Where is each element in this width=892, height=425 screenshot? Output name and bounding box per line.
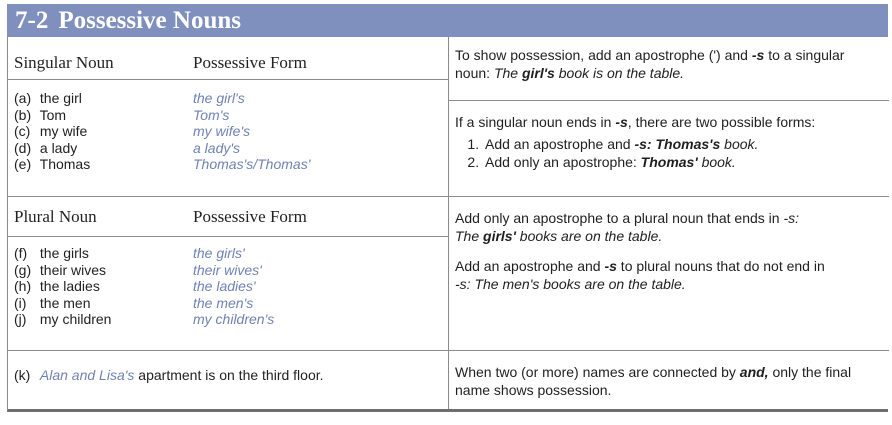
grammar-table (7, 37, 888, 412)
note-singular-possessive: To show possession, add an apostrophe (') and -s to a singular noun: The girl's book is on the table. (455, 47, 845, 81)
note-joint-possession: When two (or more) names are connected by and, only the final name shows possession. (455, 364, 852, 398)
section-title (7, 4, 888, 37)
list-item: (f) the girls (14, 245, 89, 261)
note-plural-not-ending-s: Add an apostrophe and -s to plural nouns that do not end in -s: The men's books are on the table. (455, 258, 825, 292)
list-item: (d) a lady (14, 139, 78, 156)
list-item: the men's (193, 294, 254, 311)
row-divider (448, 100, 889, 101)
list-item: (j) my children (14, 311, 112, 327)
list-item: (c) my wife (14, 123, 88, 139)
header-singular-possessive: Possessive Form (193, 53, 307, 72)
list-item: (i) the men (14, 294, 91, 311)
note-plural-ending-s: Add only an apostrophe to a plural noun that ends in -s: The girls' books are on the table. (455, 210, 800, 244)
list-item: 1. Add an apostrophe and -s: Thomas's book. (483, 135, 875, 153)
list-item: a lady's (193, 139, 241, 156)
singular-possessive-list (193, 90, 310, 173)
section-number: 7-2 (15, 7, 49, 34)
singular-noun-list (14, 90, 90, 173)
list-item: my wife's (193, 123, 251, 139)
row-divider (8, 350, 889, 351)
list-item: Thomas's/Thomas' (193, 156, 311, 172)
row-divider (8, 236, 448, 237)
list-item: their wives' (193, 261, 262, 278)
row-divider (8, 79, 448, 80)
list-item: (a) the girl (14, 90, 82, 106)
note-singular-ending-s: If a singular noun ends in -s, there are two possible forms: 1. Add an apostrophe and -s: Thomas's book. 2. Add only an apostrophe: Thomas' book. (455, 113, 875, 171)
list-item: my children's (193, 311, 275, 327)
list-item: (g) their wives (14, 261, 107, 278)
joint-possession-example: (k) Alan and Lisa's apartment is on the third floor. (14, 367, 324, 383)
list-item: the girls' (193, 245, 245, 261)
list-item: (h) the ladies (14, 278, 100, 294)
list-item: Tom's (193, 106, 230, 123)
section-title-text: Possessive Nouns (58, 7, 241, 34)
plural-noun-list (14, 245, 111, 328)
list-item: the ladies' (193, 278, 256, 294)
list-item: (b) Tom (14, 106, 67, 123)
list-item: 2. Add only an apostrophe: Thomas' book. (483, 153, 875, 171)
row-divider (8, 196, 889, 197)
plural-possessive-list (193, 245, 274, 328)
list-item: the girl's (193, 90, 245, 106)
header-singular-noun: Singular Noun (14, 53, 114, 72)
header-plural-possessive: Possessive Form (193, 207, 307, 226)
column-divider (448, 37, 449, 409)
header-plural-noun: Plural Noun (14, 207, 97, 226)
list-item: (e) Thomas (14, 156, 91, 172)
